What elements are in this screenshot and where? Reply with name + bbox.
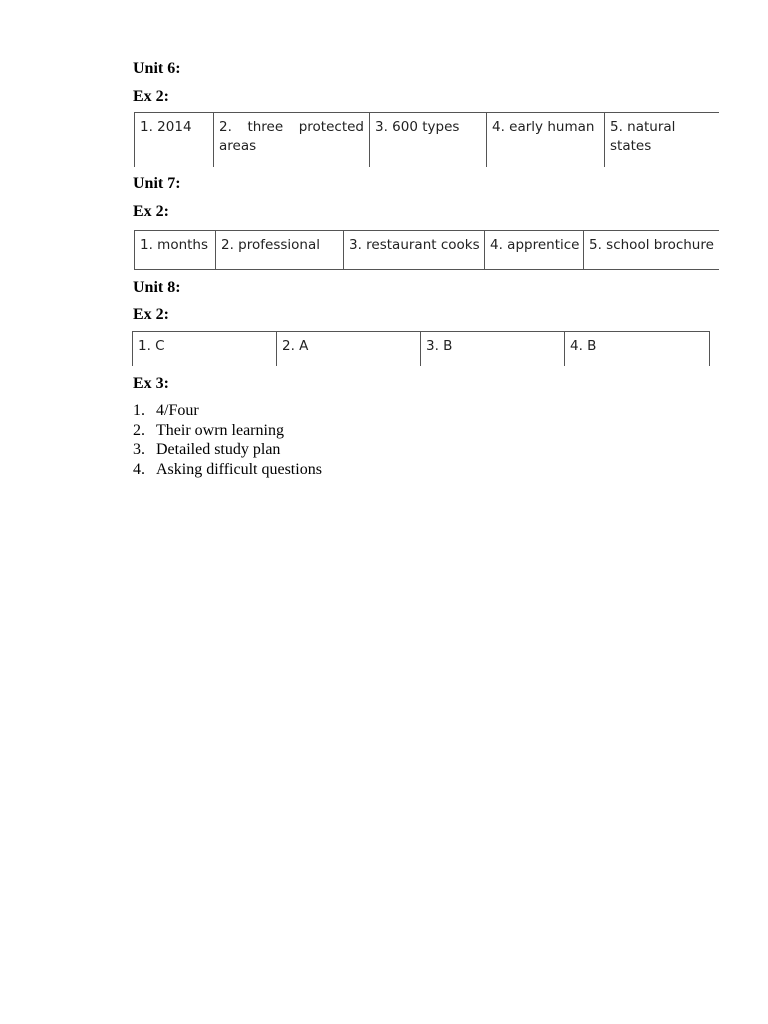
answer-cell: 4. apprentice [485, 231, 584, 270]
unit7-ex2-answer-table [134, 230, 719, 270]
unit7-heading: Unit 7: [133, 175, 181, 192]
list-item-text: Asking difficult questions [156, 460, 322, 478]
list-item-text: 4/Four [156, 402, 199, 419]
answer-cell: 5. natural states [605, 113, 719, 168]
unit8-ex3-answer-list [133, 401, 322, 479]
unit8-ex2-answer-table [132, 331, 710, 366]
table-row [133, 332, 710, 367]
list-item-number: 2. [133, 421, 145, 439]
answer-cell: 2. three protected areas [214, 113, 370, 168]
answer-cell: 1. months [135, 231, 216, 270]
list-item [133, 460, 322, 480]
answer-cell: 3. B [421, 332, 565, 367]
unit6-heading: Unit 6: [133, 60, 181, 77]
list-item [133, 440, 322, 460]
list-item [133, 421, 322, 441]
answer-cell: 3. 600 types [370, 113, 487, 168]
table-row [135, 231, 719, 270]
list-item-text: Detailed study plan [156, 441, 281, 458]
table-row [135, 113, 719, 168]
answer-cell: 5. school brochure [584, 231, 719, 270]
unit7-ex2-heading: Ex 2: [133, 203, 169, 220]
list-item-text: Their owrn learning [156, 421, 284, 439]
unit8-ex3-heading: Ex 3: [133, 375, 169, 392]
list-item [133, 401, 322, 421]
unit8-ex2-heading: Ex 2: [133, 306, 169, 323]
answer-cell: 1. C [133, 332, 277, 367]
unit8-heading: Unit 8: [133, 279, 181, 296]
list-item-number: 1. [133, 402, 145, 419]
unit6-ex2-heading: Ex 2: [133, 88, 169, 105]
answer-cell: 1. 2014 [135, 113, 214, 168]
list-item-number: 3. [133, 441, 145, 458]
list-item-number: 4. [133, 460, 145, 478]
answer-cell: 4. B [565, 332, 710, 367]
answer-cell: 2. A [277, 332, 421, 367]
answer-cell: 2. professional [216, 231, 344, 270]
unit6-ex2-answer-table [134, 112, 719, 167]
answer-cell: 3. restaurant cooks [344, 231, 485, 270]
answer-cell: 4. early human [487, 113, 605, 168]
